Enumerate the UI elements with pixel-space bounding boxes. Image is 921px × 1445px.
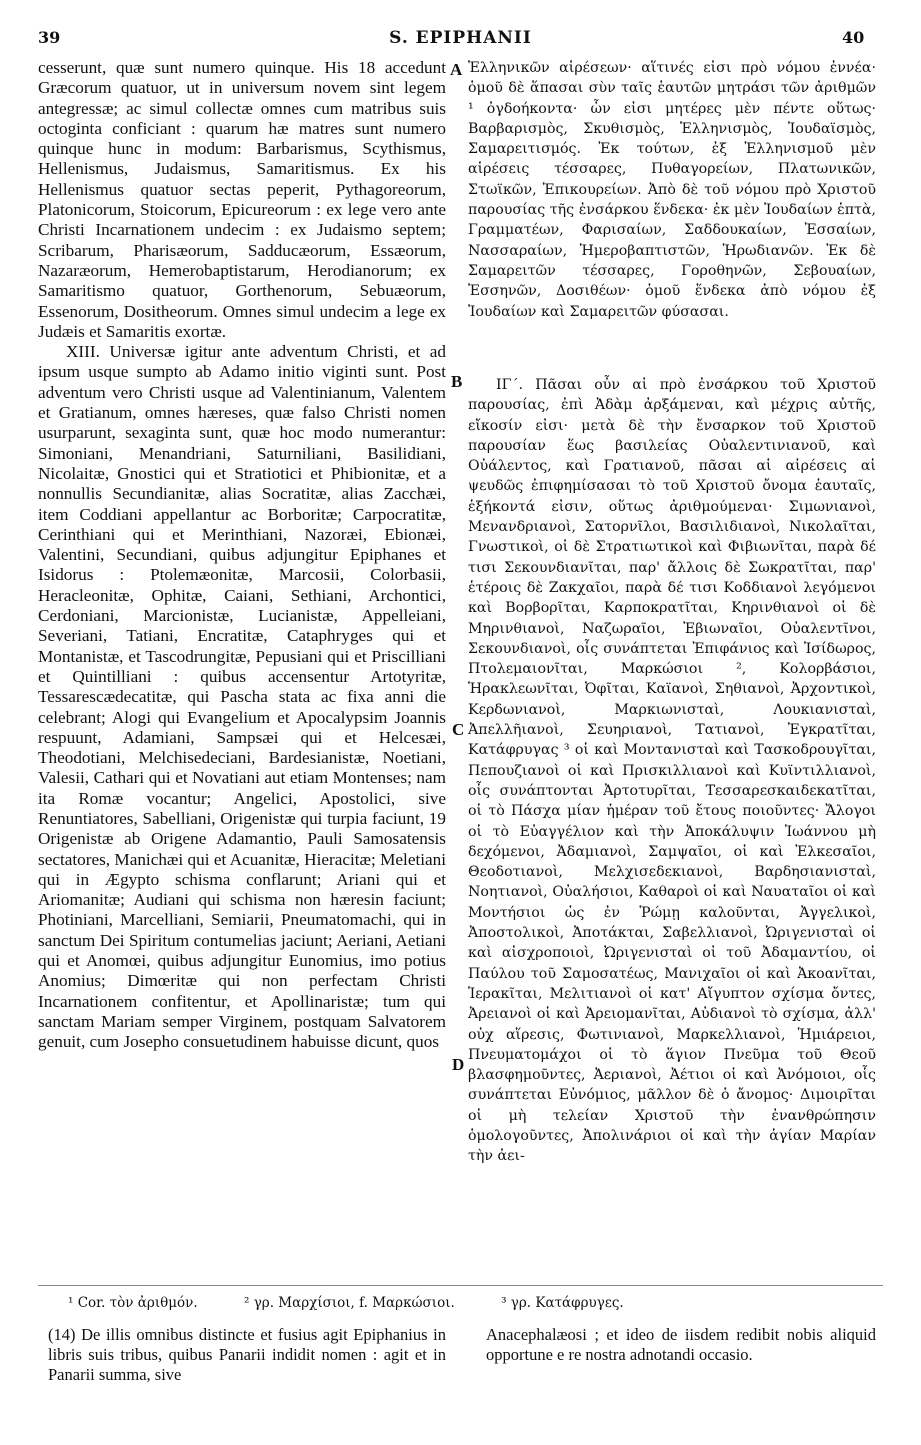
running-head: S. EPIPHANII <box>389 28 532 48</box>
endnote-left: (14) De illis omnibus distincte et fusius agit Epiphanius in libris suis tribus, quibus Panarii indidit nomen : agit et in Panarii summa, sive <box>48 1325 446 1384</box>
footnote: ³ γρ. Κατάφρυγες. <box>501 1295 624 1311</box>
greek-paragraph: ΙΓ΄. Πᾶσαι οὖν αἱ πρὸ ἐνσάρκου τοῦ Χριστοῦ παρουσίας, ἐπὶ Ἀδὰμ ἀρξάμεναι, καὶ μέχρις αὐτῆς, εἴκοσίν εἰσι· μετὰ δὲ τὴν ἔνσαρκον τοῦ Χριστοῦ παρουσίαν ἕως βασιλείας Οὐαλεντινιανοῦ, καὶ Οὐάλεντος, καὶ Γρατιανοῦ, πᾶσαι αἱ αἱρέσεις αἱ ψευδῶς ἐπιφημίσασαι τὸ τοῦ Χριστοῦ ὄνομα ἑαυταῖς, ἑξήκοντά εἰσιν, οὕτως ἀριθμούμεναι· Σιμωνιανοὶ, Μενανδριανοὶ, Σατορνῖλοι, Βασιλιδιανοὶ, Νικολαῖται, Γνωστικοὶ, οἱ δὲ Στρατιωτικοὶ καὶ Φιβιωνῖται, παρὰ δέ τισι Σεκουνδιανῖται, παρ' ἄλλοις δὲ Σωκρατῖται, παρ' ἑτέροις δὲ Ζακχαῖοι, παρὰ δέ τισι Κοδδιανοὶ λεγόμενοι καὶ Βορβορῖται, Καρποκρατῖται, Κηρινθιανοὶ οἱ δὲ Μηρινθιανοὶ, Ναζωραῖοι, Ἐβιωναῖοι, Οὐαλεντῖνοι, Σεκουνδιανοὶ, οἷς συνάπτεται Ἐπιφάνιος καὶ Ἰσίδωρος, Πτολεμαιονῖται, Μαρκώσιοι ², Κολορβάσιοι, Ἡρακλεωνῖται, Ὀφῖται, Καϊανοὶ, Σηθιανοὶ, Ἀρχοντικοὶ, Κερδωνιανοὶ, Μαρκιωνισταὶ, Λουκιανισταὶ, Ἀπελλῆιανοὶ, Σευηριανοὶ, Τατιανοὶ, Ἐγκρατῖται, Κατάφρυγας ³ οἱ καὶ Μοντανισταὶ καὶ Τασκοδρουγῖται, Πεπουζιανοὶ οἱ καὶ Πρισκιλλιανοὶ καὶ Κυϊντιλλιανοὶ, οἷς συνάπτονται Ἀρτοτυρῖται, Τεσσαρεσκαιδεκατῖται, οἱ τὸ Πάσχα μίαν ἡμέραν τοῦ ἔτους ποιοῦντες· Ἄλογοι οἱ τὸ Εὐαγγέλιον καὶ τὴν Ἀποκάλυψιν Ἰωάννου μὴ δεχόμενοι, Ἀδαμιανοὶ, Σαμψαῖοι, οἱ καὶ Ἐλκεσαῖοι, Θεοδοτιανοὶ, Μελχισεδεκιανοὶ, Βαρδησιανισταὶ, Νοητιανοὶ, Οὐαλήσιοι, Καθαροὶ οἱ καὶ Ναυαταῖοι οἱ καὶ Μοντήσιοι ὡς ἐν Ῥώμῃ καλοῦνται, Ἀγγελικοὶ, Ἀποστολικοὶ, Ἀποτάκται, Σαβελλιανοὶ, Ὠριγενισταὶ οἱ καὶ αἰσχροποιοὶ, Ὠριγενισταὶ οἱ τοῦ Ἀδαμαντίου, οἱ Παύλου τοῦ Σαμοσατέως, Μανιχαῖοι οἱ καὶ Ἀκοανῖται, Ἱερακῖται, Μελιτιανοὶ οἱ κατ' Αἴγυπτον σχίσμα ὄντες, Ἀρειανοὶ οἱ καὶ Ἀρειομανῖται, Αὐδιανοὶ τὸ σχίσμα, ἀλλ' οὐχ αἵρεσις, Φωτινιανοὶ, Μαρκελλιανοὶ, Ἡμιάρειοι, Πνευματομάχοι οἱ τὸ ἅγιον Πνεῦμα τοῦ Θεοῦ βλασφημοῦντες, Ἀεριανοὶ, Ἀέτιοι οἱ καὶ Ἀνόμοιοι, οἷς συνάπτεται Εὐνόμιος, μᾶλλον δὲ ὁ ἄνομος· Διμοιρῖται οἱ μὴ τελείαν Χριστοῦ τὴν ἐνανθρώπησιν ὁμολογοῦντες, Ἀπολινάριοι οἱ καὶ τὴν ἁγίαν Μαρίαν τὴν ἀει- <box>468 377 876 1165</box>
margin-letter-a: A <box>450 60 463 79</box>
latin-column <box>38 58 446 1053</box>
greek-column-upper <box>468 58 876 322</box>
page-number-left: 39 <box>38 28 61 47</box>
footnotes <box>68 1295 868 1311</box>
latin-paragraph: XIII. Universæ igitur ante adventum Christi, et ad ipsum usque sumpto ab Adamo initio viginti sunt. Post adventum vero Christi usque ad Valentinianum, Valentem et Gratianum, omnes hæreses, quæ falso Christi nomen usurparunt, sexaginta sunt, quæ hoc modo numerantur: Simoniani, Menandriani, Saturniliani, Basilidiani, Nicolaitæ, Gnostici qui et Stratiotici et Phibionitæ, et a nonnullis Secundianitæ, alias Socratitæ, alias Zacchæi, item Coddiani appellantur ac Borboritæ; Carpocratitæ, Cerinthiani qui et Merinthiani, Nazoræi, Ebionæi, Valentini, Secundiani, quibus adjungitur Epiphanes et Isidorus : Ptolemæonitæ, Marcosii, Colorbasii, Heracleonitæ, Ophitæ, Caiani, Sethiani, Archontici, Cerdoniani, Marcionistæ, Lucianistæ, Appelleiani, Severiani, Tatiani, Encratitæ, Cataphryges qui et Montanistæ, et Tascodrungitæ, Pepusiani qui et Priscilliani et Quintilliani : quibus accensentur Artotyritæ, Tessarescædecatitæ, qui Pascha stata ac fixa anni die celebrant; Alogi qui Evangelium et Apocalypsim Joannis respuunt, Adamiani, Sampsæi qui et Helcesæi, Theodotiani, Melchisedeciani, Bardesianistæ, Noetiani, Valesii, Cathari qui et Novatiani aut etiam Montenses; nam ita Romæ vocantur; Angelici, Apostolici, sive Renuntiatores, Sabelliani, Origenistæ qui turpia faciunt, 19 Origenistæ ab Origene Adamantio, Pauli Samosatensis sectatores, Manichæi qui et Acuanitæ, Hieracitæ; Meletiani qui in Ægypto schisma conflarunt; Ariani qui et Ariomanitæ; Audiani qui schisma non hæresin faciunt; Photiniani, Marcelliani, Semiarii, Pneumatomachi, qui in sanctum Dei Spiritum contumelias jaciunt; Aeriani, Aetiani qui et Anomœi, quibus adjungitur Eunomius, imo potius Anomius; Dimœritæ qui non perfectam Christi Incarnationem confitentur, et Apollinaristæ; tum qui sanctam Mariam semper Virginem, postquam Salvatorem genuit, cum Josepho consuetudinem habuisse dicunt, quos <box>38 342 446 1052</box>
page-number-right: 40 <box>842 28 865 47</box>
footnote: ¹ Cor. τὸν ἀριθμόν. <box>68 1295 198 1311</box>
latin-paragraph: cesserunt, quæ sunt numero quinque. His 18 accedunt Græcorum quatuor, ut in universum novem sint legem antegressæ; ac simul collectæ omnes cum matribus suis octoginta conficiant : quarum hæ matres sunt numero quinque hunc in modum: Barbarismus, Scythismus, Hellenismus, Judaismus, Samaritismus. Ex his Hellenismus quatuor sectas peperit, Pythagoreorum, Platonicorum, Stoicorum, Epicureorum : ex lege vero ante Christi Incarnationem undecim : ex Judaismo septem; Scribarum, Pharisæorum, Sadducæorum, Essæorum, Nazaræorum, Hemerobaptistarum, Herodianorum; ex Samaritismo quatuor, Gorthenorum, Sebuæorum, Essenorum, Dositheorum. Omnes simul undecim a lege ex Judæis et Samaritis exortæ. <box>38 58 446 341</box>
margin-letter-d: D <box>452 1055 465 1074</box>
greek-column-lower <box>468 375 876 1167</box>
footnote-rule <box>38 1285 883 1286</box>
greek-paragraph: Ἑλληνικῶν αἱρέσεων· αἵτινές εἰσι πρὸ νόμου ἐννέα· ὁμοῦ δὲ ἅπασαι σὺν ταῖς ἑαυτῶν μητράσι τῶν ἀριθμῶν ¹ ὀγδοήκοντα· ὧν εἰσι μητέρες μὲν πέντε οὕτως· Βαρβαρισμὸς, Σκυθισμὸς, Ἑλληνισμὸς, Ἰουδαϊσμὸς, Σαμαρειτισμός. Ἐκ τούτων, ἐξ Ἑλληνισμοῦ μὲν αἱρέσεις τέσσαρες, Πυθαγορείων, Πλατωνικῶν, Στωϊκῶν, Ἐπικουρείων. Ἀπὸ δὲ τοῦ νόμου πρὸ Χριστοῦ παρουσίας τῆς ἐνσάρκου ἕνδεκα· ἐκ μὲν Ἰουδαίων ἑπτὰ, Γραμματέων, Φαρισαίων, Σαδδουκαίων, Ἐσσαίων, Νασσαραίων, Ἡμεροβαπτιστῶν, Ἡρωδιανῶν. Ἐκ δὲ Σαμαρειτῶν τέσσαρες, Γοροθηνῶν, Σεβουαίων, Ἐσσηνῶν, Δοσιθέων· ὁμοῦ ἕνδεκα ἀπὸ νόμου ἐξ Ἰουδαίων καὶ Σαμαρειτῶν φύσασαι. <box>468 60 876 320</box>
endnote-right: Anacephalæosi ; et ideo de iisdem redibit nobis aliquid opportune e re nostra adnotandi occasio. <box>486 1325 876 1364</box>
margin-letter-b: B <box>451 372 463 391</box>
margin-letter-c: C <box>452 720 465 739</box>
footnote: ² γρ. Μαρχίσιοι, f. Μαρκώσιοι. <box>243 1295 455 1311</box>
